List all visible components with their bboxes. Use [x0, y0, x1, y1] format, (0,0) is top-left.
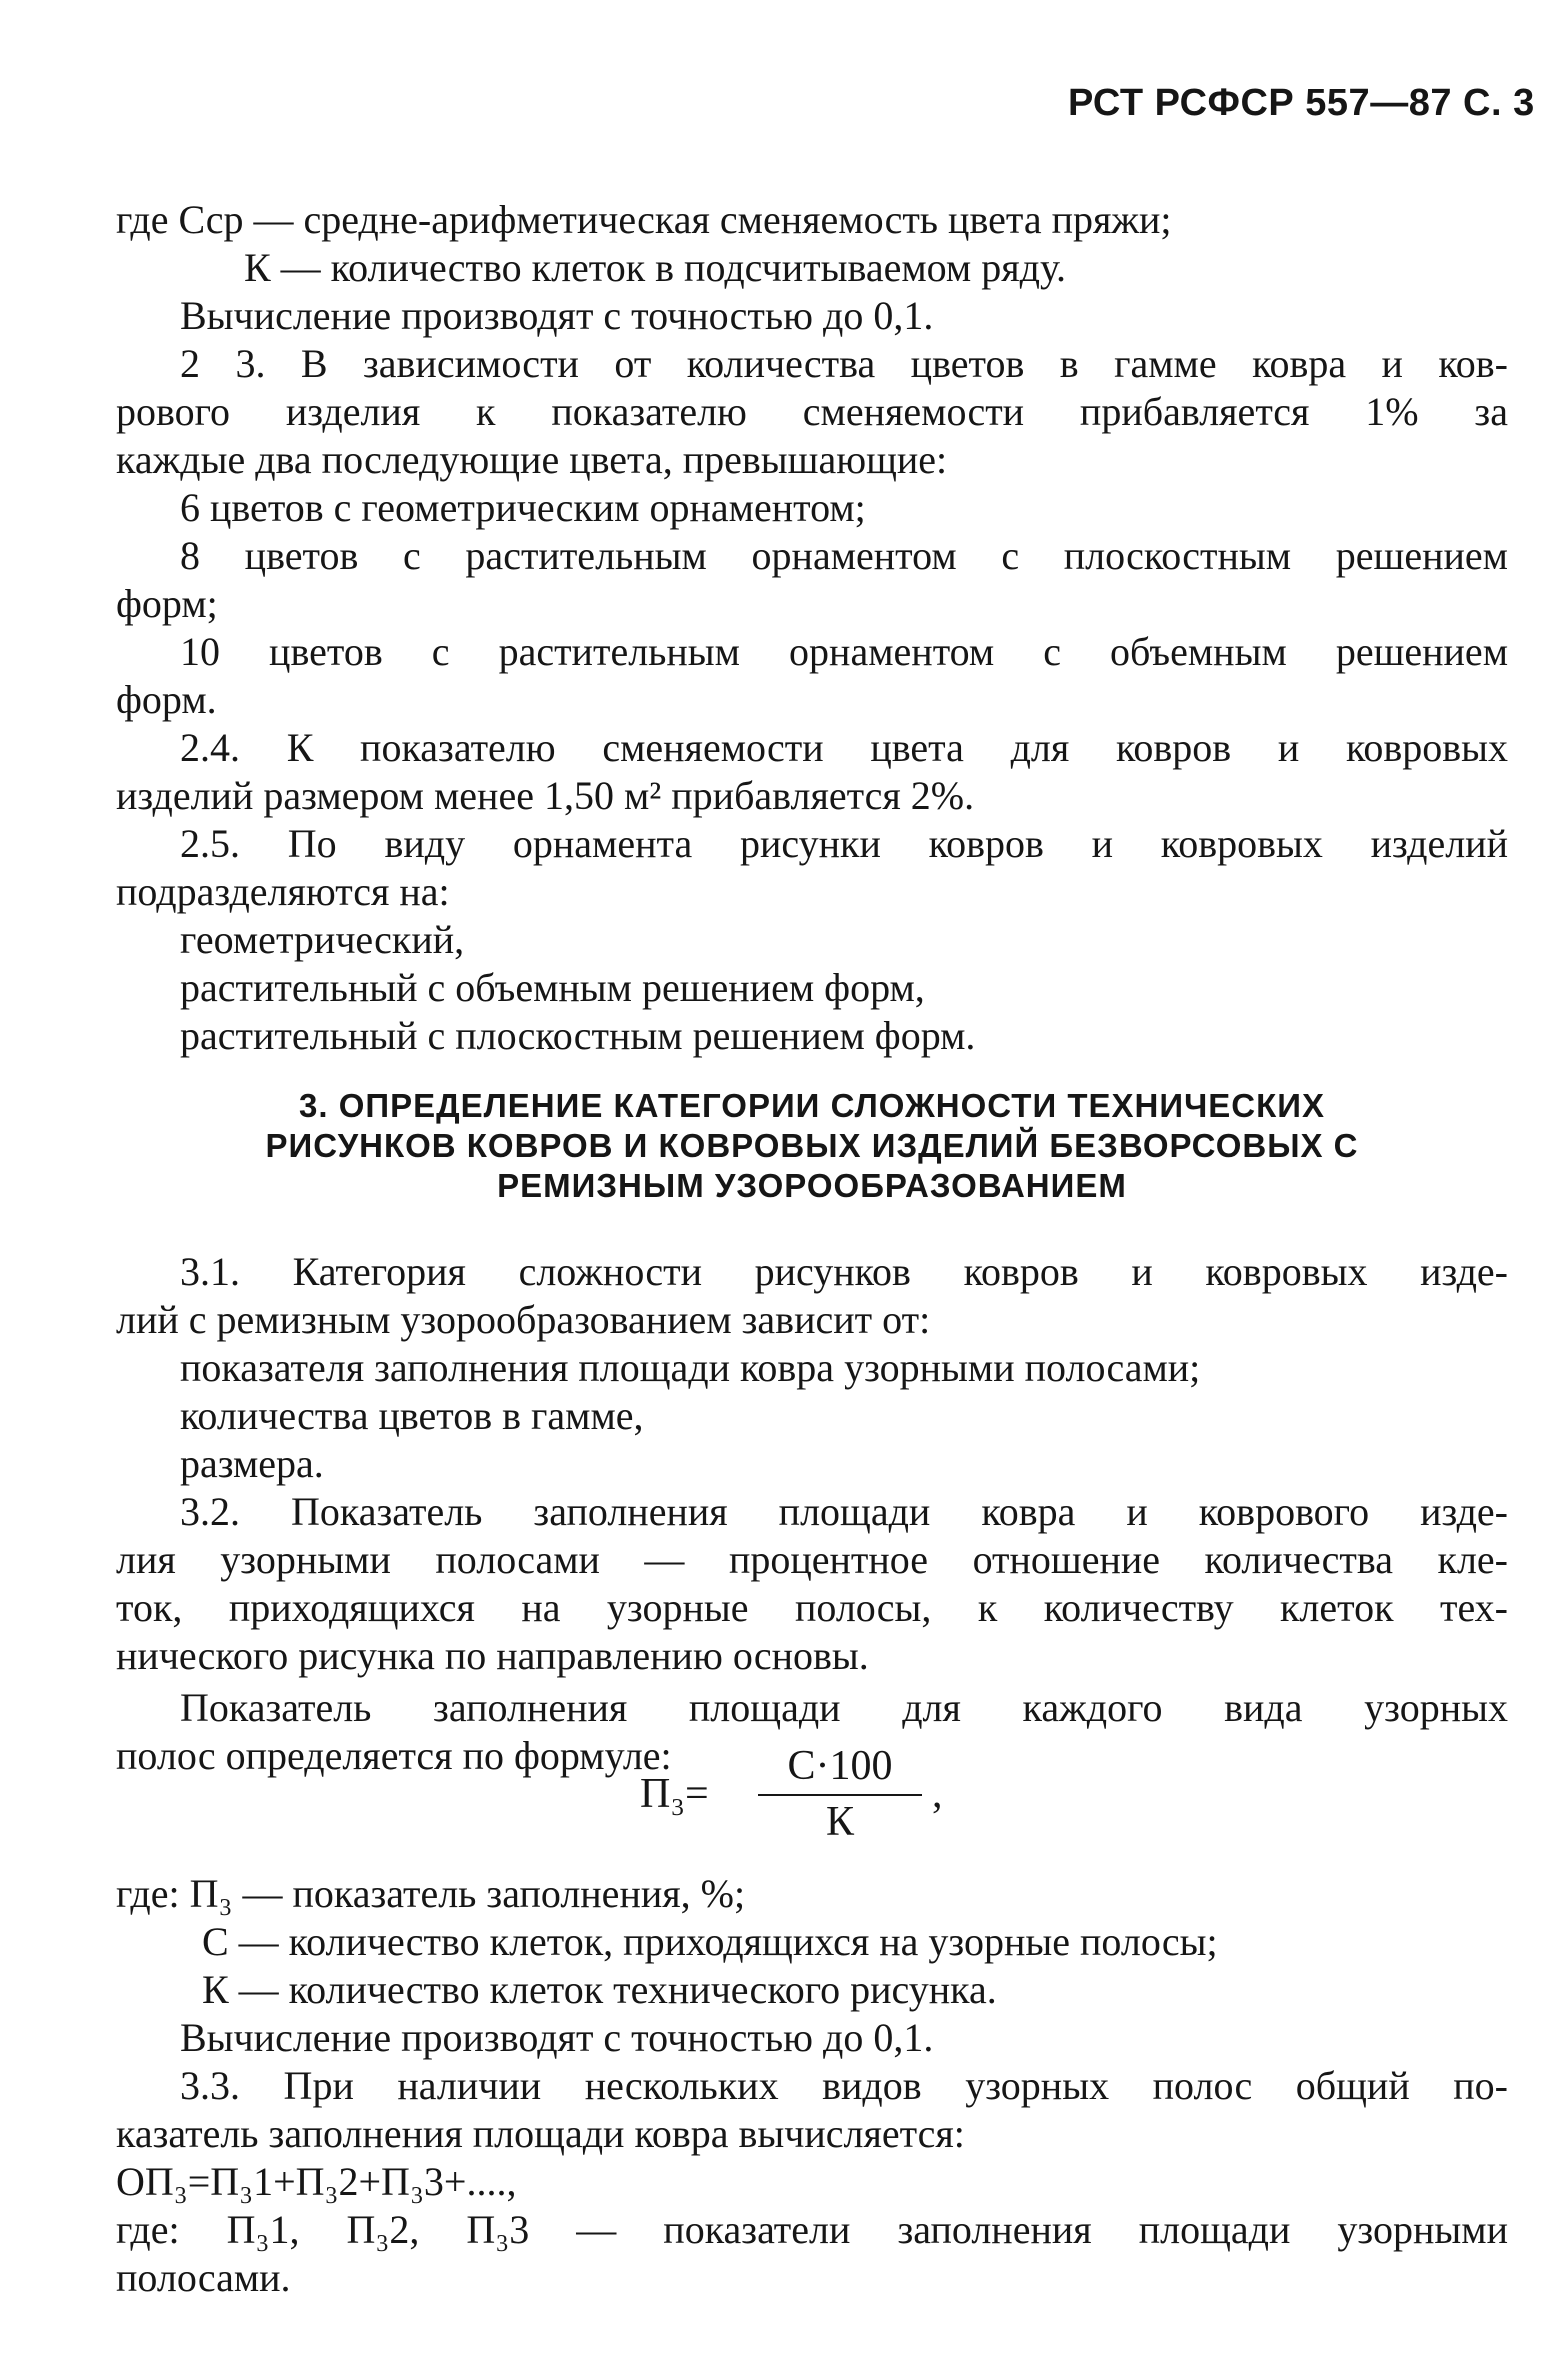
- text-line: Вычисление производят с точностью до 0,1.: [180, 293, 934, 338]
- text-line: К — количество клеток технического рисунка.: [202, 1967, 997, 2012]
- text-line: лия узорными полосами — процентное отношение количества кле-: [116, 1537, 1508, 1582]
- text-line: размера.: [180, 1441, 324, 1486]
- text-line: 6 цветов с геометрическим орнаментом;: [180, 485, 866, 530]
- formula-lhs: П₃=: [640, 1771, 709, 1817]
- formula-denominator: К: [825, 1799, 854, 1845]
- section-heading: РЕМИЗНЫМ УЗОРООБРАЗОВАНИЕМ: [497, 1167, 1127, 1204]
- text-line: полос определяется по формуле:: [116, 1733, 672, 1778]
- text-line: показателя заполнения площади ковра узорными полосами;: [180, 1345, 1201, 1390]
- text-line: ОП₃=П₃1+П₃2+П₃3+....,: [116, 2159, 517, 2204]
- text-line: лий с ремизным узорообразованием зависит от:: [116, 1297, 931, 1342]
- text-line: 3.3. При наличии нескольких видов узорных полос общий по-: [180, 2063, 1508, 2108]
- fill-index-formula: [640, 1740, 980, 1850]
- formula-trailing: ,: [932, 1771, 943, 1817]
- text-line: 2 3. В зависимости от количества цветов в гамме ковра и ков-: [180, 341, 1508, 386]
- text-line: рового изделия к показателю сменяемости прибавляется 1% за: [116, 389, 1508, 434]
- text-line: Показатель заполнения площади для каждого вида узорных: [180, 1685, 1508, 1730]
- text-line: казатель заполнения площади ковра вычисляется:: [116, 2111, 965, 2156]
- formula-fraction: [752, 1740, 928, 1848]
- text-line: подразделяются на:: [116, 869, 450, 914]
- text-line: полосами.: [116, 2255, 291, 2300]
- formula-numerator: С·100: [787, 1743, 893, 1789]
- text-line: форм.: [116, 677, 217, 722]
- text-line: растительный с объемным решением форм,: [180, 965, 925, 1010]
- text-line: геометрический,: [180, 917, 465, 962]
- text-line: К — количество клеток в подсчитываемом ряду.: [244, 245, 1066, 290]
- text-line: растительный с плоскостным решением форм.: [180, 1013, 976, 1058]
- text-line: количества цветов в гамме,: [180, 1393, 644, 1438]
- text-line: ток, приходящихся на узорные полосы, к количеству клеток тех-: [116, 1585, 1508, 1630]
- text-line: С — количество клеток, приходящихся на узорные полосы;: [202, 1919, 1218, 1964]
- text-line: где Сср — средне-арифметическая сменяемость цвета пряжи;: [116, 197, 1172, 242]
- text-line: форм;: [116, 581, 218, 626]
- text-line: 2.4. К показателю сменяемости цвета для ковров и ковровых: [180, 725, 1508, 770]
- text-line: 3.2. Показатель заполнения площади ковра и коврового изде-: [180, 1489, 1508, 1534]
- section-heading: РИСУНКОВ КОВРОВ И КОВРОВЫХ ИЗДЕЛИЙ БЕЗВОРСОВЫХ С: [265, 1127, 1359, 1164]
- text-line: 10 цветов с растительным орнаментом с объемным решением: [180, 629, 1508, 674]
- section-heading: 3. ОПРЕДЕЛЕНИЕ КАТЕГОРИИ СЛОЖНОСТИ ТЕХНИЧЕСКИХ: [299, 1087, 1325, 1124]
- text-line: 2.5. По виду орнамента рисунки ковров и ковровых изделий: [180, 821, 1508, 866]
- text-line: 8 цветов с растительным орнаментом с плоскостным решением: [180, 533, 1508, 578]
- text-line: 3.1. Категория сложности рисунков ковров и ковровых изде-: [180, 1249, 1508, 1294]
- text-line: нического рисунка по направлению основы.: [116, 1633, 869, 1678]
- text-line: где: П₃ — показатель заполнения, %;: [116, 1871, 746, 1916]
- page-header: РСТ РСФСР 557—87 С. 3: [1068, 82, 1535, 124]
- text-line: изделий размером менее 1,50 м² прибавляется 2%.: [116, 773, 975, 818]
- text-line: каждые два последующие цвета, превышающие:: [116, 437, 948, 482]
- text-line: где: П₃1, П₃2, П₃3 — показатели заполнения площади узорными: [116, 2207, 1508, 2252]
- text-line: Вычисление производят с точностью до 0,1.: [180, 2015, 934, 2060]
